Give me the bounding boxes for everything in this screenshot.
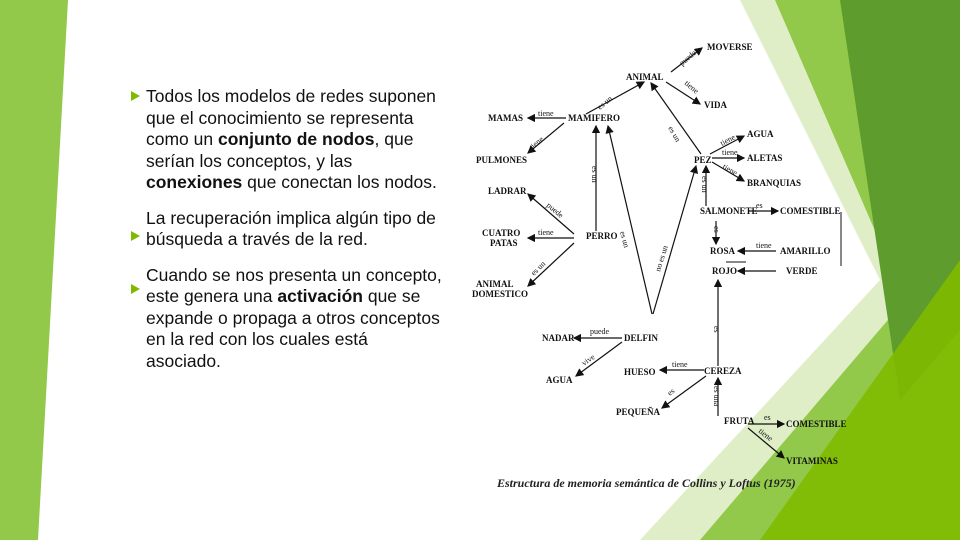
node-mamifero: MAMIFERO <box>568 113 620 123</box>
edge-delfin-mamifero <box>608 126 652 314</box>
paragraph-3-text-a: Cuando se nos presenta un concepto, este genera una <box>146 264 442 306</box>
node-agua-2: AGUA <box>546 375 573 385</box>
rel-es-un-5: es un <box>529 259 548 278</box>
node-branquias: BRANQUIAS <box>747 178 802 188</box>
diagram-caption: Estructura de memoria semántica de Collins y Loftus (1975) <box>497 476 796 490</box>
node-pez: PEZ <box>694 155 712 165</box>
rel-es: es <box>756 201 763 210</box>
rel-vive: vive <box>579 352 597 368</box>
node-amarillo: AMARILLO <box>780 246 831 256</box>
node-patas: PATAS <box>490 238 518 248</box>
rel-puede: puede <box>677 48 698 68</box>
node-hueso: HUESO <box>624 367 656 377</box>
paragraph-1-bold-nodes: conjunto de nodos <box>217 129 375 149</box>
node-rojo: ROJO <box>712 266 738 276</box>
node-domestico: DOMESTICO <box>472 289 529 299</box>
paragraph-1-bold-connections: conexiones <box>146 172 243 192</box>
node-pulmones: PULMONES <box>476 155 528 165</box>
diagram-separators <box>726 212 841 266</box>
bullet-3 <box>131 284 140 294</box>
rel-es-5: es <box>764 413 771 422</box>
rel-tiene-6: tiene <box>721 161 739 178</box>
rel-tiene: tiene <box>682 78 701 96</box>
rel-tiene-7: tiene <box>756 241 772 250</box>
semantic-network-diagram <box>466 36 856 476</box>
diagram-edges <box>528 48 784 458</box>
node-agua-1: AGUA <box>747 129 774 139</box>
node-salmonete: SALMONETE <box>700 206 758 216</box>
rel-tiene-9: tiene <box>672 360 688 369</box>
node-fruta: FRUTA <box>724 416 755 426</box>
node-animal: ANIMAL <box>626 72 664 82</box>
paragraph-1-text-b: , que serían los conceptos, y las <box>146 129 414 171</box>
node-comestible-1: COMESTIBLE <box>780 206 841 216</box>
node-cereza: CEREZA <box>704 366 742 376</box>
node-pequena: PEQUEÑA <box>616 407 661 417</box>
text-column <box>146 86 446 386</box>
rel-no-es-un: no es un <box>653 244 670 273</box>
bullet-1 <box>131 91 140 101</box>
paragraph-3-bold-activation: activación <box>277 286 363 306</box>
rel-es-un-4: es un <box>700 176 709 193</box>
node-cuatro: CUATRO <box>482 228 521 238</box>
rel-tiene-5: tiene <box>722 148 738 157</box>
node-mamas: MAMAS <box>488 113 523 123</box>
paragraph-networks <box>146 86 446 194</box>
rel-puede-3: puede <box>590 327 610 336</box>
node-aletas: ALETAS <box>747 153 783 163</box>
paragraph-1-text-c: que conectan los nodos. <box>242 172 437 192</box>
rel-es-2: es <box>712 226 721 233</box>
rel-tiene-2: tiene <box>538 109 554 118</box>
rel-puede-2: puede <box>544 200 566 220</box>
node-animal-2: ANIMAL <box>476 279 514 289</box>
node-comestible-2: COMESTIBLE <box>786 419 847 429</box>
rel-es-4: es <box>665 386 677 398</box>
rel-es-un: es un <box>595 93 615 112</box>
rel-es-un-3: es un <box>590 166 599 183</box>
rel-es-un-2: es un <box>666 124 683 144</box>
rel-tiene-3: tiene <box>527 134 546 152</box>
paragraph-1-text-a: Todos los modelos de redes suponen que el conocimiento se representa como un <box>146 86 436 149</box>
rel-es-un-6: es un <box>618 230 632 249</box>
paragraph-3-text-b: que se expande o propaga a otros conceptos en la red con los cuales está asociado. <box>146 286 440 371</box>
node-moverse: MOVERSE <box>707 42 753 52</box>
rel-tiene-8: tiene <box>538 228 554 237</box>
node-vida: VIDA <box>704 100 728 110</box>
node-ladrar: LADRAR <box>488 186 527 196</box>
paragraph-activation <box>146 265 446 373</box>
rel-es-una: es una <box>712 386 721 407</box>
left-accent-band <box>0 0 68 540</box>
node-verde: VERDE <box>786 266 818 276</box>
node-vitaminas: VITAMINAS <box>786 456 838 466</box>
rel-es-3: es <box>712 326 721 333</box>
node-perro: PERRO <box>586 231 618 241</box>
rel-tiene-4: tiene <box>718 132 737 148</box>
node-delfin: DELFIN <box>624 333 659 343</box>
bullet-2 <box>131 231 140 241</box>
node-rosa: ROSA <box>710 246 736 256</box>
edge-mamifero-animal <box>586 82 644 114</box>
paragraph-retrieval: La recuperación implica algún tipo de búsqueda a través de la red. <box>146 207 436 249</box>
edge-delfin-pez <box>653 166 696 314</box>
rel-tiene-10: tiene <box>756 426 775 444</box>
node-nadar: NADAR <box>542 333 575 343</box>
